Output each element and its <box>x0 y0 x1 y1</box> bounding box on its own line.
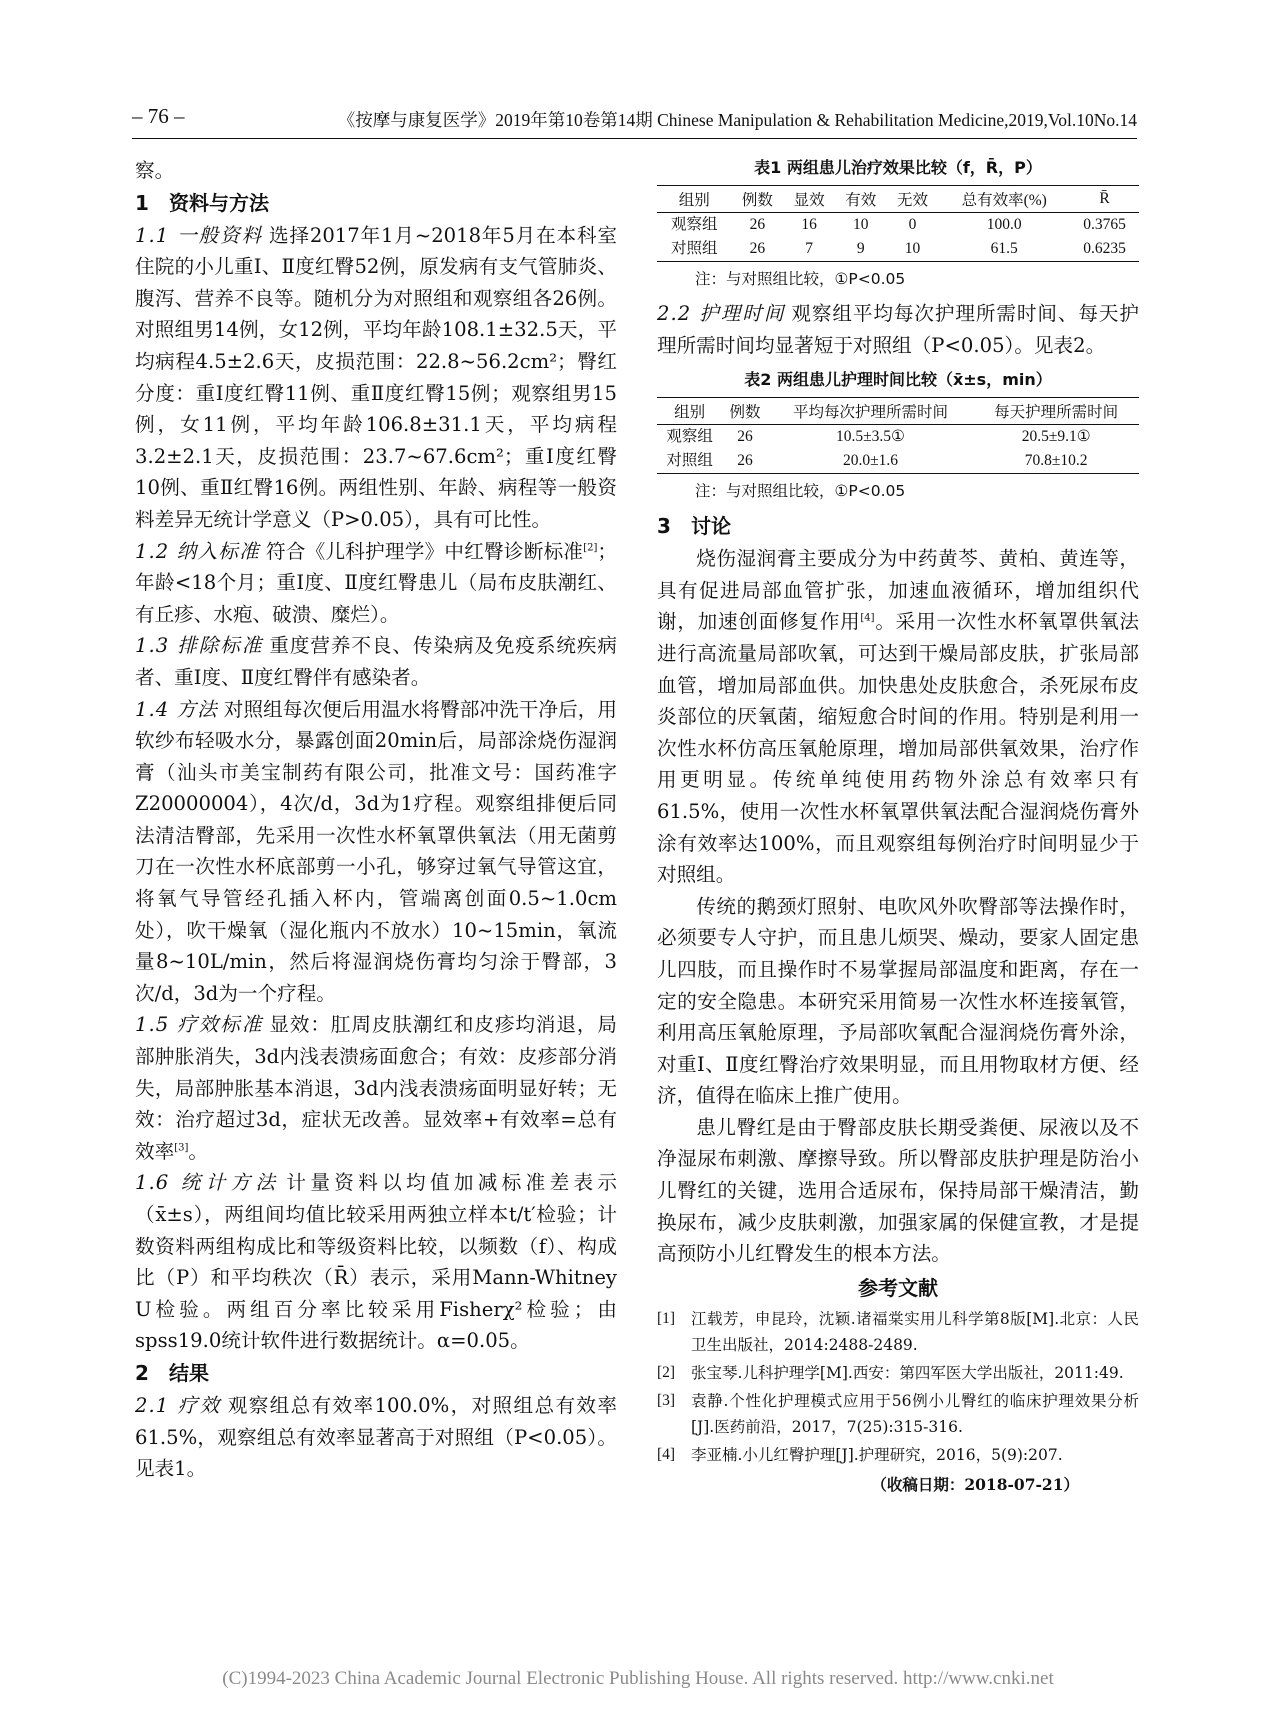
subsection-2-1: 2.1 疗效 观察组总有效率100.0%，对照组总有效率61.5%，观察组总有效率显著高于对照组（P<0.05）。见表1。 <box>135 1393 617 1481</box>
subsection-1-6: 1.6 统计方法 计量资料以均值加减标准差表示（x̄±s），两组间均值比较采用两独立样本t/t′检验；计数资料两组构成比和等级资料比较，以频数（f）、构成比（P）和平均秩次（R̄）表示，采用Mann-Whitney U检验。两组百分率比较采用Fisherχ²检验；由spss19.0统计软件进行数据统计。α=0.05。 <box>135 1171 618 1353</box>
citation-ref: [3] <box>174 1142 189 1154</box>
copyright-footer: (C)1994-2023 China Academic Journal Electronic Publishing House. All rights reserved. http://www.cnki.net <box>222 1668 1054 1689</box>
running-header <box>132 104 1137 138</box>
received-date: （收稿日期：2018-07-21） <box>871 1474 1079 1494</box>
table-header: 有效 <box>835 186 887 213</box>
table2-caption: 表2 两组患儿护理时间比较（x̄±s，min） <box>744 370 1052 390</box>
subsection-1-5: 1.5 疗效标准 显效：肛周皮肤潮红和皮疹均消退，局部肿胀消失，3d内浅表溃疡面愈合；有效：皮疹部分消失，局部肿胀基本消退，3d内浅表溃疡面明显好转；无效：治疗超过3d，症状无改善。显效率+有效率=总有效率[3]。 <box>135 1013 618 1163</box>
paragraph-continued: 察。 <box>135 159 175 182</box>
table-header: 每天护理所需时间 <box>973 398 1139 425</box>
table-header: 无效 <box>887 186 939 213</box>
table-header: 组别 <box>657 398 722 425</box>
subsection-1-3: 1.3 排除标准 重度营养不良、传染病及免疫系统疾病者、重Ⅰ度、Ⅱ度红臀伴有感染者。 <box>135 634 618 689</box>
table-header: 组别 <box>657 186 732 213</box>
subsection-2-2: 2.2 护理时间 观察组平均每次护理所需时间、每天护理所需时间均显著短于对照组（P<0.05）。见表2。 <box>657 302 1140 357</box>
subsection-1-4: 1.4 方法 对照组每次便后用温水将臀部冲洗干净后，用软纱布轻吸水分，暴露创面20min后，局部涂烧伤湿润膏（汕头市美宝制药有限公司，批准文号：国药准字Z20000004），4次/d，3d为1疗程。观察组排便后同法清洁臀部，先采用一次性水杯氧罩供氧法（用无菌剪刀在一次性水杯底部剪一小孔，够穿过氧气导管这宜，将氧气导管经孔插入杯内，管端离创面0.5~1.0cm处），吹干燥氧（湿化瓶内不放水）10~15min，氧流量8~10L/min，然后将湿润烧伤膏均匀涂于臀部，3次/d，3d为一个疗程。 <box>135 697 618 1005</box>
table2 <box>657 397 1139 474</box>
header-rule <box>132 138 1137 139</box>
table2-note: 注：与对照组比较，①P<0.05 <box>695 482 906 501</box>
reference-item: [3] 袁静.个性化护理模式应用于56例小儿臀红的临床护理效果分析[J].医药前沿，2017，7(25):315-316. <box>657 1391 1139 1436</box>
table-row: 对照组 26 7 9 10 61.5 0.6235 <box>657 237 1139 262</box>
right-column <box>657 155 1139 1498</box>
table-header: 显效 <box>783 186 835 213</box>
reference-item: [1] 江载芳，申昆玲，沈颖.诸福棠实用儿科学第8版[M].北京：人民卫生出版社，2014:2488-2489. <box>657 1309 1139 1354</box>
section-heading-1: 1 资料与方法 <box>135 190 269 215</box>
table-header: 例数 <box>722 398 767 425</box>
reference-item: [4] 李亚楠.小儿红臀护理[J].护理研究，2016，5(9):207. <box>657 1445 1063 1464</box>
subsection-1-2: 1.2 纳入标准 符合《儿科护理学》中红臀诊断标准[2]；年龄<18个月；重Ⅰ度、Ⅱ度红臀患儿（局布皮肤潮红、有丘疹、水疱、破溃、糜烂）。 <box>135 539 618 626</box>
left-column <box>135 155 617 1485</box>
table1-caption: 表1 两组患儿治疗效果比较（f，R̄，P） <box>754 158 1042 177</box>
page-number: – 76 – <box>132 104 185 128</box>
table-header: 例数 <box>732 186 784 213</box>
table1-note: 注：与对照组比较，①P<0.05 <box>695 270 906 288</box>
discussion-paragraph: 患儿臀红是由于臀部皮肤长期受粪便、尿液以及不净湿尿布刺激、摩擦导致。所以臀部皮肤护理是防治小儿臀红的关键，选用合适尿布，保持局部干燥清洁，勤换尿布，减少皮肤刺激，加强家属的保健宣教，才是提高预防小儿红臀发生的根本方法。 <box>657 1115 1139 1266</box>
reference-item: [2] 张宝琴.儿科护理学[M].西安：第四军医大学出版社，2011:49. <box>657 1363 1124 1382</box>
table-header: R̄ <box>1070 186 1139 213</box>
section-heading-2: 2 结果 <box>135 1360 209 1385</box>
table-header: 总有效率(%) <box>938 186 1070 213</box>
discussion-paragraph: 烧伤湿润膏主要成分为中药黄芩、黄柏、黄连等，具有促进局部血管扩张，加速血液循环，增加组织代谢，加速创面修复作用[4]。采用一次性水杯氧罩供氧法进行高流量局部吹氧，可达到干燥局部皮肤，扩张局部血管，增加局部血供。加快患处皮肤愈合，杀死尿布皮炎部位的厌氧菌，缩短愈合时间的作用。特别是利用一次性水杯仿高压氧舱原理，增加局部供氧效果，治疗作用更明显。传统单纯使用药物外涂总有效率只有61.5%，使用一次性水杯氧罩供氧法配合湿润烧伤膏外涂有效率达100%，而且观察组每例治疗时间明显少于对照组。 <box>657 547 1140 887</box>
discussion-paragraph: 传统的鹅颈灯照射、电吹风外吹臀部等法操作时，必须要专人守护，而且患儿烦哭、燥动，要家人固定患儿四肢，而且操作时不易掌握局部温度和距离，存在一定的安全隐患。本研究采用简易一次性水杯连接氧管，利用高压氧舱原理，予局部吹氧配合湿润烧伤膏外涂，对重Ⅰ、Ⅱ度红臀治疗效果明显，而且用物取材方便、经济，值得在临床上推广使用。 <box>657 894 1139 1108</box>
subsection-1-1: 1.1 一般资料 选择2017年1月~2018年5月在本科室住院的小儿重Ⅰ、Ⅱ度红臀52例，原发病有支气管肺炎、腹泻、营养不良等。随机分为对照组和观察组各26例。对照组男14例，女12例，平均年龄108.1±32.5天，平均病程4.5±2.6天，皮损范围：22.8~56.2cm²；臀红分度：重Ⅰ度红臀11例、重Ⅱ度红臀15例；观察组男15例，女11例，平均年龄106.8±31.1天，平均病程3.2±2.1天，皮损范围：23.7~67.6cm²；重Ⅰ度红臀10例、重Ⅱ红臀16例。两组性别、年龄、病程等一般资料差异无统计学意义（P>0.05），具有可比性。 <box>135 223 617 531</box>
references-heading: 参考文献 <box>858 1275 938 1300</box>
table-row: 对照组 26 20.0±1.6 70.8±10.2 <box>657 449 1139 474</box>
table-row: 观察组 26 10.5±3.5① 20.5±9.1① <box>666 428 1091 446</box>
table-header: 平均每次护理所需时间 <box>768 398 974 425</box>
table-row: 观察组 26 16 10 0 100.0 0.3765 <box>671 216 1126 233</box>
journal-title: 《按摩与康复医学》2019年第10卷第14期 Chinese Manipulation & Rehabilitation Medicine,2019,Vol.10No.14 <box>337 110 1137 130</box>
table1 <box>657 185 1139 262</box>
citation-ref: [2] <box>583 542 598 553</box>
section-heading-3: 3 讨论 <box>657 514 731 539</box>
citation-ref: [4] <box>860 612 875 624</box>
